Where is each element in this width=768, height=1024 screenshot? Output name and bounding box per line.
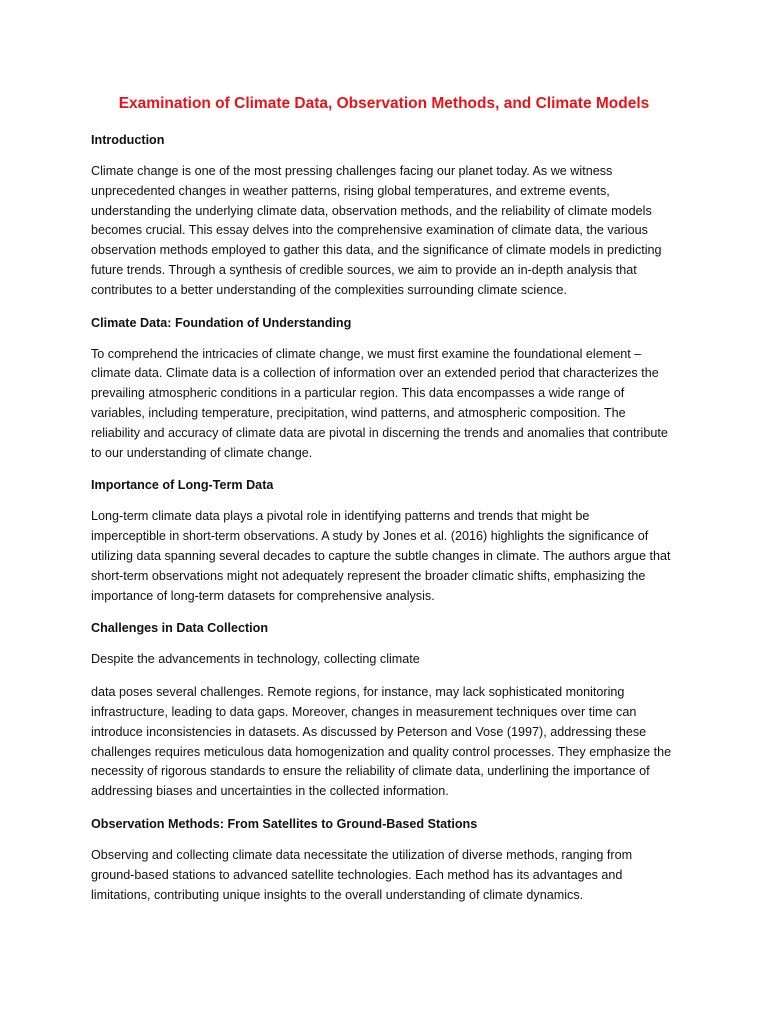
- text-line: utilizing data spanning several decades to capture the subtle changes in climate. The authors argue that: [91, 548, 671, 563]
- text-line: Long-term climate data plays a pivotal role in identifying patterns and trends that might be: [91, 509, 590, 524]
- text-line: reliability and accuracy of climate data are pivotal in discerning the trends and anomalies that contribute: [91, 425, 668, 440]
- text-line: infrastructure, leading to data gaps. Moreover, changes in measurement techniques over time can: [91, 704, 637, 719]
- text-line: challenges requires meticulous data homogenization and quality control processes. They emphasize the: [91, 744, 672, 759]
- section-heading-observation-methods: Observation Methods: From Satellites to Ground-Based Stations: [91, 816, 478, 831]
- paragraph: [91, 683, 691, 802]
- text-line: necessity of rigorous standards to ensure the reliability of climate data, underlining the importance of: [91, 764, 650, 779]
- text-line: ground-based stations to advanced satellite technologies. Each method has its advantages and: [91, 867, 623, 882]
- paragraph: [91, 650, 691, 670]
- text-line: Observing and collecting climate data necessitate the utilization of diverse methods, ranging from: [91, 847, 633, 862]
- section-heading-data-collection: Challenges in Data Collection: [91, 621, 269, 636]
- text-line: introduce inconsistencies in datasets. As discussed by Peterson and Vose (1997), addressing these: [91, 724, 647, 739]
- text-line: To comprehend the intricacies of climate change, we must first examine the foundational element –: [91, 346, 642, 361]
- text-line: understanding the underlying climate data, observation methods, and the reliability of climate models: [91, 203, 652, 218]
- text-line: importance of long-term datasets for comprehensive analysis.: [91, 588, 435, 603]
- text-line: variables, including temperature, precipitation, wind patterns, and atmospheric composition. The: [91, 405, 626, 420]
- text-line: Climate change is one of the most pressing challenges facing our planet today. As we witness: [91, 164, 613, 178]
- text-line: climate data. Climate data is a collection of information over an extended period that characterizes the: [91, 366, 659, 381]
- section-heading-long-term-data: Importance of Long-Term Data: [91, 478, 274, 493]
- text-line: prevailing atmospheric conditions in a particular region. This data encompasses a wide range of: [91, 386, 625, 401]
- paragraph: [91, 507, 691, 606]
- text-line: imperceptible in short-term observations. A study by Jones et al. (2016) highlights the significance of: [91, 529, 649, 544]
- paragraph: [91, 846, 691, 905]
- paragraph: [91, 162, 691, 301]
- document-title: Examination of Climate Data, Observation Methods, and Climate Models: [118, 95, 650, 112]
- text-line: short-term observations might not adequately represent the broader climatic shifts, emphasizing the: [91, 568, 646, 583]
- text-line: addressing biases and uncertainties in the collected information.: [91, 784, 449, 799]
- text-line: contributes to a better understanding of the complexities surrounding climate science.: [91, 282, 568, 297]
- text-line: observation methods employed to gather this data, and the significance of climate models in predicting: [91, 243, 662, 258]
- text-line: data poses several challenges. Remote regions, for instance, may lack sophisticated monitoring: [91, 685, 625, 700]
- section-heading-climate-data: Climate Data: Foundation of Understanding: [91, 315, 352, 330]
- paragraph: [91, 345, 691, 464]
- text-line: unprecedented changes in weather patterns, rising global temperatures, and extreme events,: [91, 183, 610, 198]
- text-line: to our understanding of climate change.: [91, 445, 313, 460]
- text-line: limitations, contributing unique insights to the overall understanding of climate dynamics.: [91, 887, 584, 902]
- document-body: [91, 131, 691, 918]
- text-line: Despite the advancements in technology, collecting climate: [91, 652, 420, 667]
- text-line: future trends. Through a synthesis of credible sources, we aim to provide an in-depth analysis that: [91, 262, 637, 277]
- section-heading-introduction: Introduction: [91, 133, 165, 147]
- text-line: becomes crucial. This essay delves into the comprehensive examination of climate data, the various: [91, 223, 648, 238]
